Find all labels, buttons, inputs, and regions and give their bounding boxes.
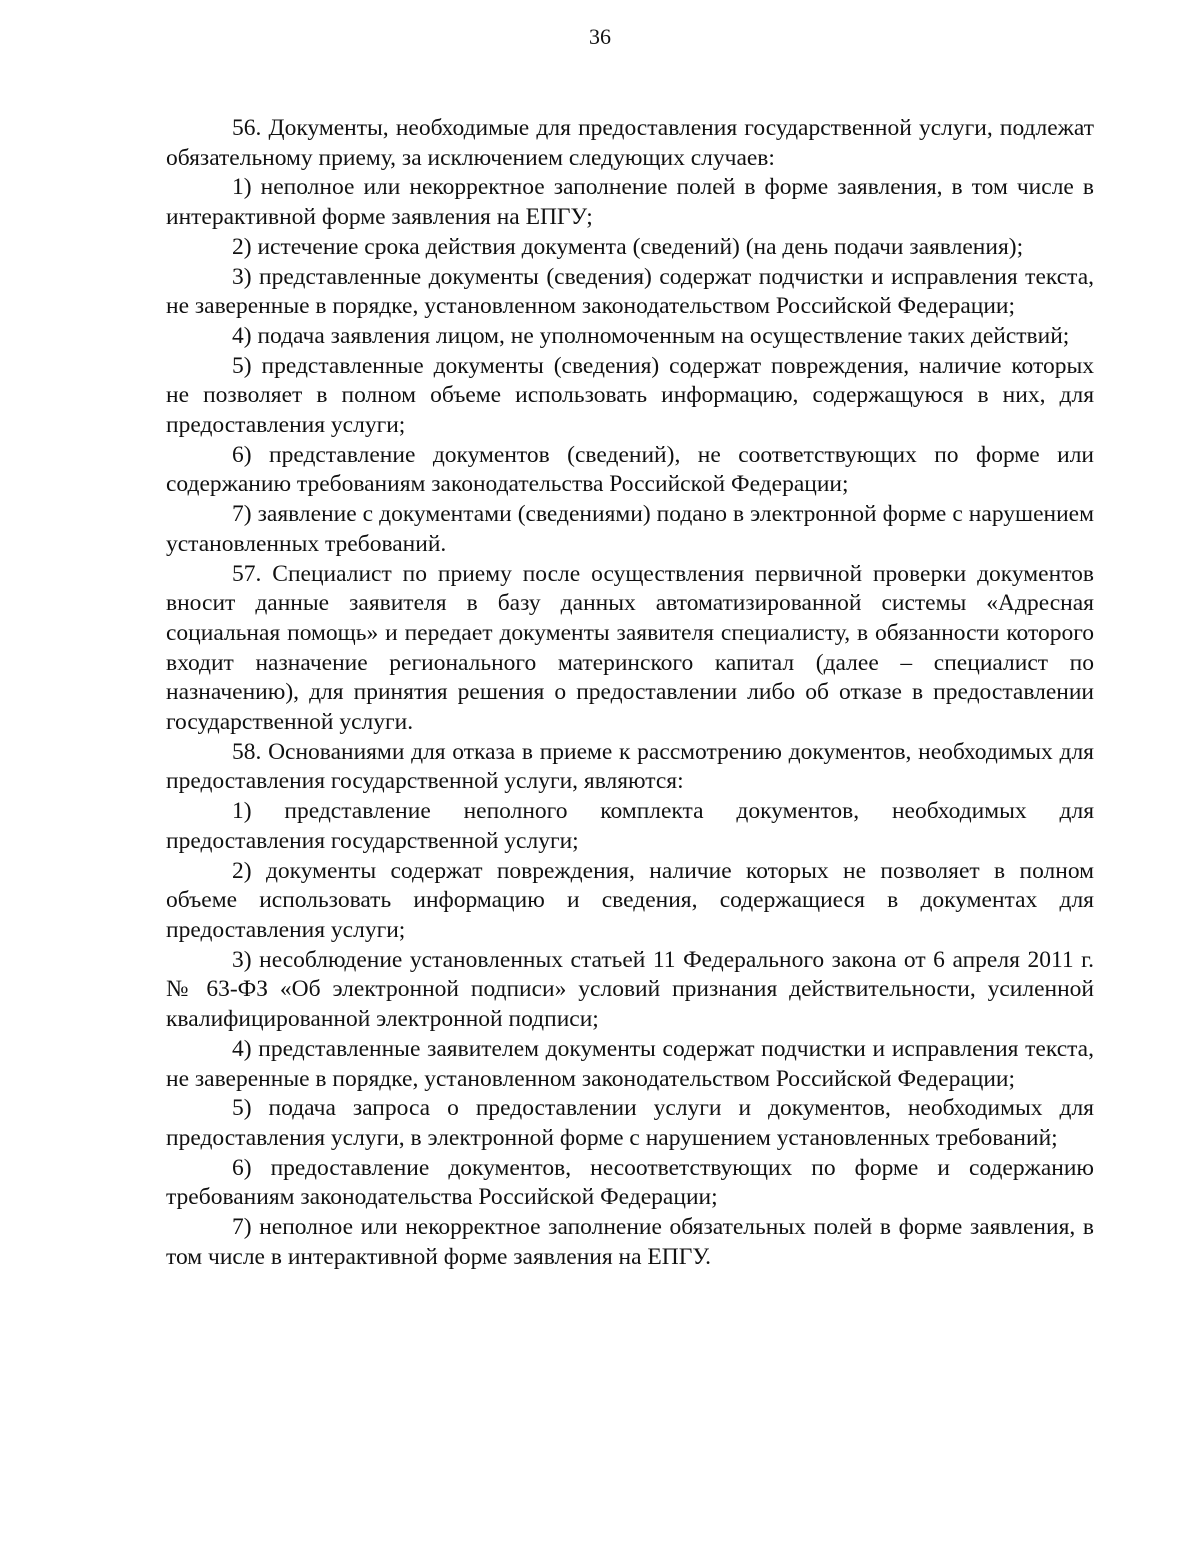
list-item-56-5: 5) представленные документы (сведения) содержат повреждения, наличие которых не позволяет в полном объеме использовать информацию, содержащуюся в них, для предоставления услуги; <box>166 352 1094 439</box>
list-item-56-2: 2) истечение срока действия документа (сведений) (на день подачи заявления); <box>232 233 1024 260</box>
list-item-56-3: 3) представленные документы (сведения) содержат подчистки и исправления текста, не заверенные в порядке, установленном законодательством Российской Федерации; <box>166 263 1094 320</box>
paragraph-57: 57. Специалист по приему после осуществления первичной проверки документов вносит данные заявителя в базу данных автоматизированной системы «Адресная социальная помощь» и передает документы заявителя специалисту, в обязанности которого входит назначение регионального материнского капитал (далее – специалист по назначению), для принятия решения о предоставлении либо об отказе в предоставлении государственной услуги. <box>166 560 1094 736</box>
list-item-58-6: 6) предоставление документов, несоответствующих по форме и содержанию требованиям законодательства Российской Федерации; <box>166 1154 1094 1211</box>
list-item-58-7: 7) неполное или некорректное заполнение обязательных полей в форме заявления, в том числе в интерактивной форме заявления на ЕПГУ. <box>166 1214 1094 1270</box>
list-item-56-4: 4) подача заявления лицом, не уполномоченным на осуществление таких действий; <box>232 322 1070 349</box>
document-body <box>166 114 1094 1272</box>
paragraph-58: 58. Основаниями для отказа в приеме к рассмотрению документов, необходимых для предоставления государственной услуги, являются: <box>166 738 1094 795</box>
list-item-58-3: 3) несоблюдение установленных статьей 11 Федерального закона от 6 апреля 2011 г. № 63-ФЗ «Об электронной подписи» условий признания действительности, усиленной квалифицированной электронной подписи; <box>166 946 1094 1033</box>
page-number: 36 <box>589 24 611 49</box>
list-item-58-1: 1) представление неполного комплекта документов, необходимых для предоставления государственной услуги; <box>166 798 1094 854</box>
list-item-58-4: 4) представленные заявителем документы содержат подчистки и исправления текста, не заверенные в порядке, установленном законодательством Российской Федерации; <box>166 1035 1094 1092</box>
paragraph-56: 56. Документы, необходимые для предоставления государственной услуги, подлежат обязательному приему, за исключением следующих случаев: <box>166 115 1094 171</box>
list-item-58-2: 2) документы содержат повреждения, наличие которых не позволяет в полном объеме использовать информацию и сведения, содержащиеся в документах для предоставления услуги; <box>166 857 1094 943</box>
list-item-56-1: 1) неполное или некорректное заполнение полей в форме заявления, в том числе в интерактивной форме заявления на ЕПГУ; <box>166 174 1094 231</box>
list-item-56-6: 6) представление документов (сведений), не соответствующих по форме или содержанию требованиям законодательства Российской Федерации; <box>166 441 1094 498</box>
list-item-58-5: 5) подача запроса о предоставлении услуги и документов, необходимых для предоставления услуги, в электронной форме с нарушением установленных требований; <box>166 1095 1094 1151</box>
list-item-56-7: 7) заявление с документами (сведениями) подано в электронной форме с нарушением установленных требований. <box>166 501 1094 557</box>
